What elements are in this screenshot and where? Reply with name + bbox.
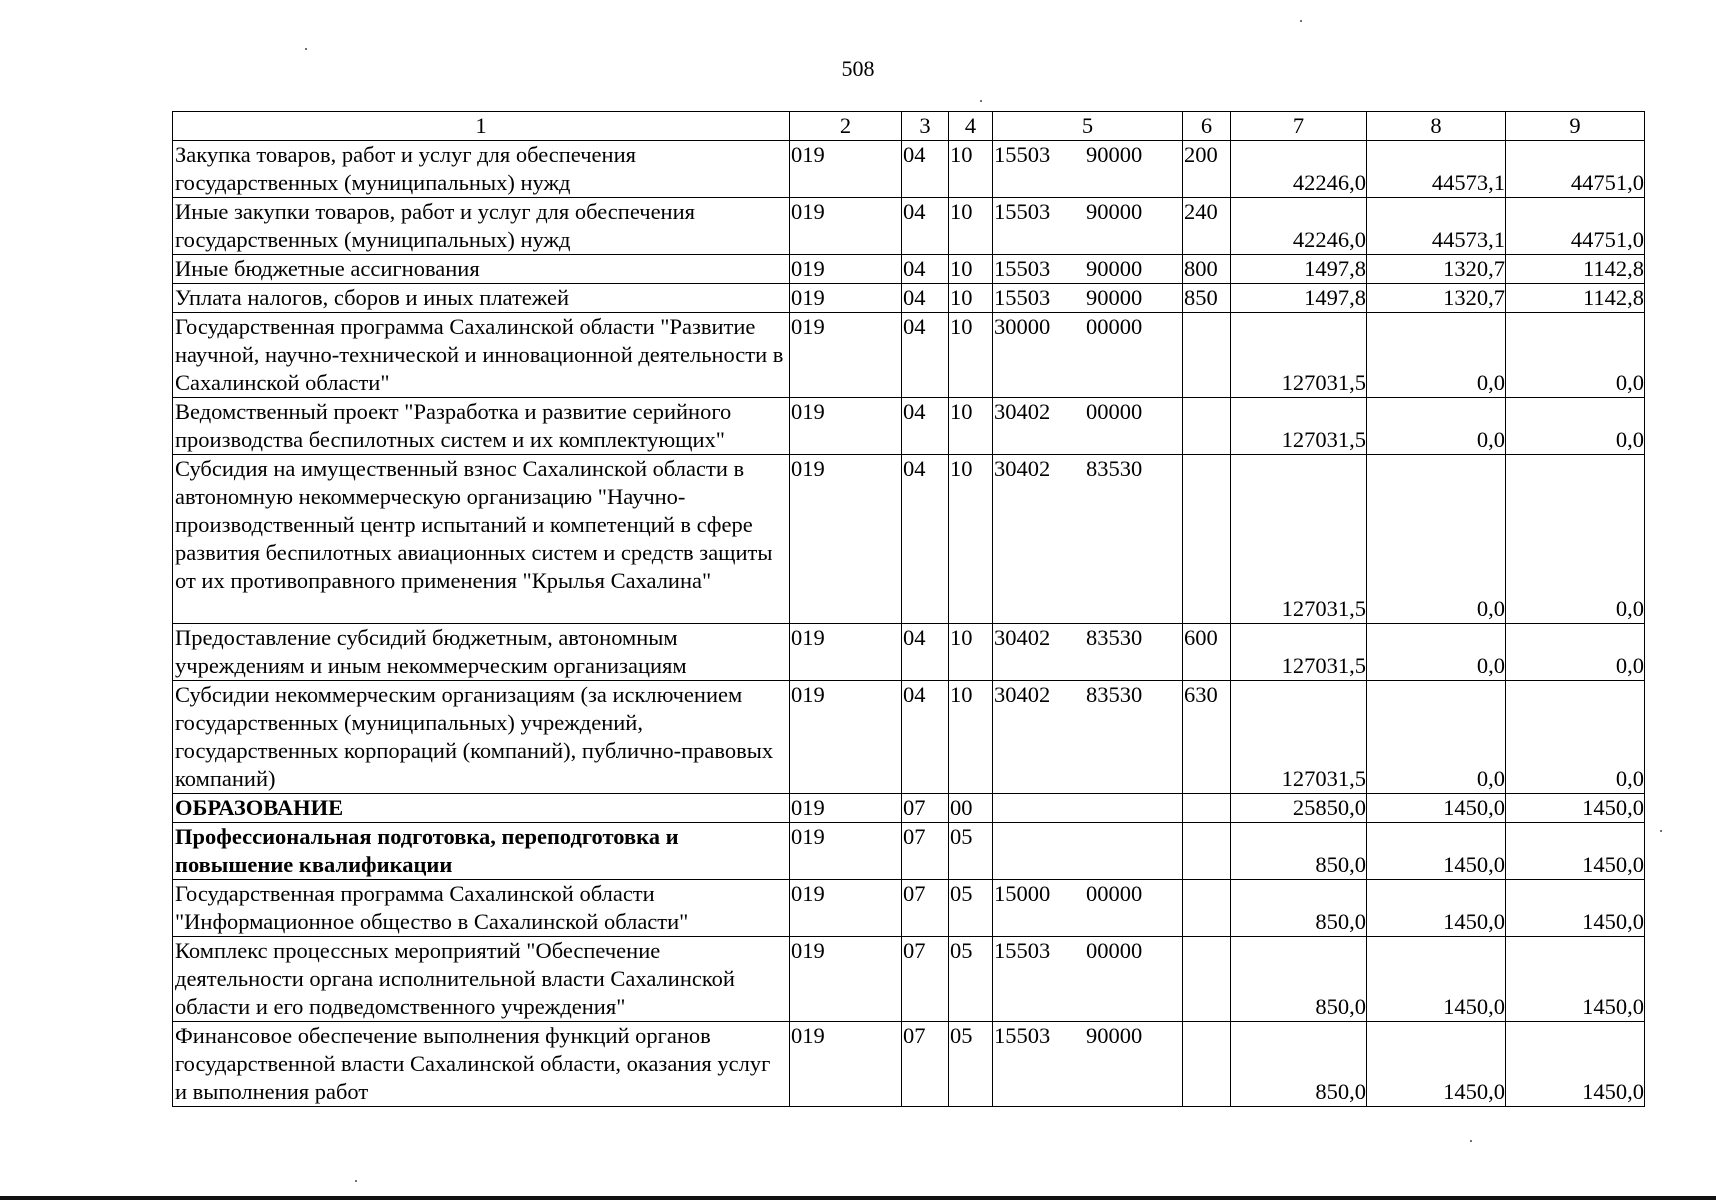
- code-section: 04: [902, 681, 949, 794]
- column-number: 2: [790, 112, 902, 141]
- code-ministry: 019: [790, 284, 902, 313]
- code-target-article: [993, 313, 1183, 398]
- code-expense-type: 630: [1183, 681, 1231, 794]
- amount-col7: 1497,8: [1231, 255, 1367, 284]
- code-section: 04: [902, 313, 949, 398]
- amount-col8: 1450,0: [1367, 794, 1506, 823]
- code-section: 04: [902, 284, 949, 313]
- code-ministry: 019: [790, 255, 902, 284]
- code-subsection: 05: [949, 823, 993, 880]
- row-name: Финансовое обеспечение выполнения функций органов государственной власти Сахалинской области, оказания услуг и выполнения работ: [173, 1022, 790, 1107]
- row-name: Государственная программа Сахалинской области "Информационное общество в Сахалинской области": [173, 880, 790, 937]
- amount-col9: 1142,8: [1506, 284, 1645, 313]
- code-section: 04: [902, 141, 949, 198]
- code-subsection: 00: [949, 794, 993, 823]
- row-name: Иные закупки товаров, работ и услуг для обеспечения государственных (муниципальных) нужд: [173, 198, 790, 255]
- code-target-article-a: 15503: [994, 199, 1051, 224]
- amount-col7: 850,0: [1231, 880, 1367, 937]
- row-name: Закупка товаров, работ и услуг для обеспечения государственных (муниципальных) нужд: [173, 141, 790, 198]
- amount-col9: 0,0: [1506, 455, 1645, 624]
- code-ministry: 019: [790, 681, 902, 794]
- table-row: [173, 255, 1645, 284]
- amount-col8: 1320,7: [1367, 284, 1506, 313]
- amount-col8: 1450,0: [1367, 937, 1506, 1022]
- amount-col8: 1450,0: [1367, 1022, 1506, 1107]
- amount-col9: 0,0: [1506, 313, 1645, 398]
- column-number: 4: [949, 112, 993, 141]
- code-target-article: [993, 937, 1183, 1022]
- row-name: Предоставление субсидий бюджетным, автономным учреждениям и иным некоммерческим организациям: [173, 624, 790, 681]
- code-ministry: 019: [790, 141, 902, 198]
- code-subsection: 10: [949, 624, 993, 681]
- scan-speck: [1470, 1140, 1472, 1142]
- page-number: 508: [841, 56, 875, 81]
- row-name: Субсидии некоммерческим организациям (за исключением государственных (муниципальных) учреждений, государственных корпораций (компаний), публично-правовых компаний): [173, 681, 790, 794]
- code-target-article-a: 15503: [994, 256, 1051, 281]
- code-section: 07: [902, 794, 949, 823]
- code-target-article-b: 90000: [1086, 142, 1143, 167]
- code-section: 04: [902, 398, 949, 455]
- column-number: 5: [993, 112, 1183, 141]
- code-subsection: 10: [949, 255, 993, 284]
- code-target-article-a: 30402: [994, 456, 1051, 481]
- amount-col7: 127031,5: [1231, 313, 1367, 398]
- code-target-article: [993, 398, 1183, 455]
- amount-col7: 1497,8: [1231, 284, 1367, 313]
- code-section: 07: [902, 937, 949, 1022]
- column-number: 6: [1183, 112, 1231, 141]
- code-target-article: [993, 1022, 1183, 1107]
- row-name: Субсидия на имущественный взнос Сахалинской области в автономную некоммерческую организацию "Научно-производственный центр испытаний и компетенций в сфере развития беспилотных авиационных систем и средств защиты от их противоправного применения "Крылья Сахалина": [173, 455, 790, 624]
- code-section: 07: [902, 880, 949, 937]
- code-section: 04: [902, 255, 949, 284]
- amount-col7: 25850,0: [1231, 794, 1367, 823]
- code-expense-type: [1183, 1022, 1231, 1107]
- code-target-article-b: 83530: [1086, 456, 1143, 481]
- code-target-article: [993, 284, 1183, 313]
- code-expense-type: 240: [1183, 198, 1231, 255]
- amount-col8: 0,0: [1367, 681, 1506, 794]
- amount-col9: 0,0: [1506, 681, 1645, 794]
- code-target-article-b: 00000: [1086, 399, 1143, 424]
- code-target-article-a: 30402: [994, 399, 1051, 424]
- row-name: Иные бюджетные ассигнования: [173, 255, 790, 284]
- scan-edge: [0, 1196, 1716, 1200]
- code-subsection: 10: [949, 198, 993, 255]
- code-ministry: 019: [790, 823, 902, 880]
- amount-col8: 1320,7: [1367, 255, 1506, 284]
- code-target-article: [993, 141, 1183, 198]
- code-ministry: 019: [790, 455, 902, 624]
- table-row: [173, 198, 1645, 255]
- code-target-article: [993, 794, 1183, 823]
- amount-col9: 44751,0: [1506, 198, 1645, 255]
- amount-col8: 0,0: [1367, 398, 1506, 455]
- table-row: [173, 313, 1645, 398]
- code-target-article: [993, 681, 1183, 794]
- code-target-article: [993, 823, 1183, 880]
- code-subsection: 10: [949, 313, 993, 398]
- code-section: 04: [902, 455, 949, 624]
- code-target-article: [993, 255, 1183, 284]
- row-name: Комплекс процессных мероприятий "Обеспечение деятельности органа исполнительной власти Сахалинской области и его подведомственного учреждения": [173, 937, 790, 1022]
- amount-col9: 44751,0: [1506, 141, 1645, 198]
- row-name: Государственная программа Сахалинской области "Развитие научной, научно-технической и инновационной деятельности в Сахалинской области": [173, 313, 790, 398]
- code-target-article-b: 90000: [1086, 285, 1143, 310]
- amount-col8: 44573,1: [1367, 198, 1506, 255]
- scan-speck: [305, 48, 307, 50]
- code-target-article-b: 00000: [1086, 938, 1143, 963]
- code-ministry: 019: [790, 1022, 902, 1107]
- code-target-article: [993, 455, 1183, 624]
- table-row: [173, 823, 1645, 880]
- amount-col7: 42246,0: [1231, 141, 1367, 198]
- amount-col8: 0,0: [1367, 313, 1506, 398]
- table-row: [173, 284, 1645, 313]
- code-expense-type: [1183, 313, 1231, 398]
- code-target-article: [993, 198, 1183, 255]
- amount-col7: 850,0: [1231, 823, 1367, 880]
- code-target-article-a: 15503: [994, 142, 1051, 167]
- code-expense-type: [1183, 937, 1231, 1022]
- code-section: 07: [902, 1022, 949, 1107]
- code-target-article-b: 00000: [1086, 314, 1143, 339]
- column-number: 8: [1367, 112, 1506, 141]
- scan-speck: [1660, 830, 1662, 832]
- table-row: [173, 624, 1645, 681]
- code-target-article-b: 90000: [1086, 1023, 1143, 1048]
- amount-col7: 127031,5: [1231, 624, 1367, 681]
- code-expense-type: [1183, 398, 1231, 455]
- code-ministry: 019: [790, 624, 902, 681]
- code-target-article: [993, 624, 1183, 681]
- code-ministry: 019: [790, 198, 902, 255]
- code-section: 04: [902, 624, 949, 681]
- code-target-article-a: 30402: [994, 682, 1051, 707]
- code-expense-type: 850: [1183, 284, 1231, 313]
- code-ministry: 019: [790, 937, 902, 1022]
- amount-col7: 127031,5: [1231, 455, 1367, 624]
- code-subsection: 10: [949, 141, 993, 198]
- code-target-article-a: 15000: [994, 881, 1051, 906]
- code-expense-type: 800: [1183, 255, 1231, 284]
- table-row: [173, 1022, 1645, 1107]
- amount-col9: 1142,8: [1506, 255, 1645, 284]
- scan-speck: [355, 1180, 357, 1182]
- amount-col8: 44573,1: [1367, 141, 1506, 198]
- table-row: [173, 794, 1645, 823]
- amount-col7: 127031,5: [1231, 681, 1367, 794]
- code-expense-type: 200: [1183, 141, 1231, 198]
- code-section: 07: [902, 823, 949, 880]
- amount-col7: 127031,5: [1231, 398, 1367, 455]
- amount-col7: 42246,0: [1231, 198, 1367, 255]
- code-target-article-a: 15503: [994, 1023, 1051, 1048]
- code-target-article-a: 30402: [994, 625, 1051, 650]
- row-name: Ведомственный проект "Разработка и развитие серийного производства беспилотных систем и их комплектующих": [173, 398, 790, 455]
- amount-col7: 850,0: [1231, 1022, 1367, 1107]
- amount-col8: 1450,0: [1367, 880, 1506, 937]
- code-subsection: 10: [949, 681, 993, 794]
- row-name: Уплата налогов, сборов и иных платежей: [173, 284, 790, 313]
- amount-col9: 1450,0: [1506, 1022, 1645, 1107]
- code-subsection: 05: [949, 937, 993, 1022]
- code-subsection: 05: [949, 1022, 993, 1107]
- code-target-article-a: 15503: [994, 285, 1051, 310]
- row-name: Профессиональная подготовка, переподготовка и повышение квалификации: [173, 823, 790, 880]
- scan-speck: [1300, 20, 1302, 22]
- code-target-article-a: 30000: [994, 314, 1051, 339]
- column-number: 9: [1506, 112, 1645, 141]
- amount-col9: 0,0: [1506, 624, 1645, 681]
- column-number: 1: [173, 112, 790, 141]
- code-target-article: [993, 880, 1183, 937]
- code-ministry: 019: [790, 880, 902, 937]
- code-expense-type: 600: [1183, 624, 1231, 681]
- code-expense-type: [1183, 794, 1231, 823]
- code-section: 04: [902, 198, 949, 255]
- table-row: [173, 141, 1645, 198]
- amount-col9: 0,0: [1506, 398, 1645, 455]
- column-number: 3: [902, 112, 949, 141]
- code-target-article-b: 90000: [1086, 199, 1143, 224]
- amount-col7: 850,0: [1231, 937, 1367, 1022]
- code-subsection: 10: [949, 398, 993, 455]
- code-expense-type: [1183, 455, 1231, 624]
- table-row: [173, 398, 1645, 455]
- code-ministry: 019: [790, 794, 902, 823]
- table-row: [173, 681, 1645, 794]
- table-row: [173, 455, 1645, 624]
- column-number: 7: [1231, 112, 1367, 141]
- amount-col8: 0,0: [1367, 455, 1506, 624]
- amount-col8: 0,0: [1367, 624, 1506, 681]
- code-ministry: 019: [790, 313, 902, 398]
- code-subsection: 05: [949, 880, 993, 937]
- code-expense-type: [1183, 823, 1231, 880]
- code-target-article-b: 83530: [1086, 625, 1143, 650]
- column-number-row: [173, 112, 1645, 141]
- amount-col9: 1450,0: [1506, 823, 1645, 880]
- code-expense-type: [1183, 880, 1231, 937]
- budget-table: [172, 111, 1645, 1107]
- amount-col9: 1450,0: [1506, 937, 1645, 1022]
- row-name: ОБРАЗОВАНИЕ: [173, 794, 790, 823]
- code-subsection: 10: [949, 284, 993, 313]
- amount-col8: 1450,0: [1367, 823, 1506, 880]
- table-row: [173, 880, 1645, 937]
- code-target-article-b: 00000: [1086, 881, 1143, 906]
- amount-col9: 1450,0: [1506, 880, 1645, 937]
- code-target-article-b: 83530: [1086, 682, 1143, 707]
- table-row: [173, 937, 1645, 1022]
- code-target-article-b: 90000: [1086, 256, 1143, 281]
- code-target-article-a: 15503: [994, 938, 1051, 963]
- code-ministry: 019: [790, 398, 902, 455]
- scan-speck: [980, 100, 982, 102]
- code-subsection: 10: [949, 455, 993, 624]
- amount-col9: 1450,0: [1506, 794, 1645, 823]
